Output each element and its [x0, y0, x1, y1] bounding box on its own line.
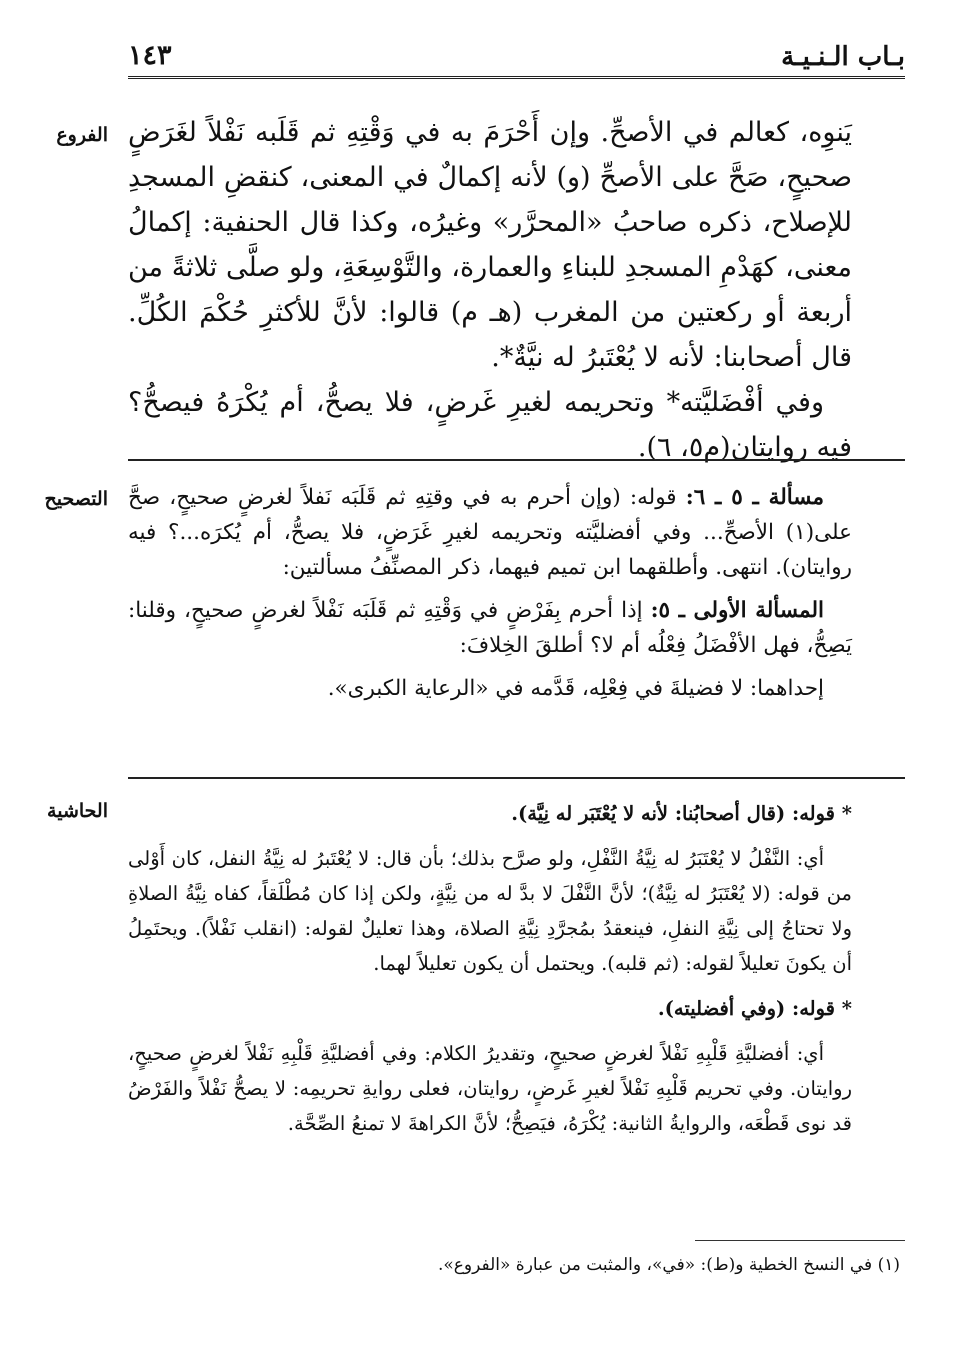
- furu-paragraph-2: وفي أفْضَليَّته* وتحريمه لغيرِ غَرضٍ، فلا يصحُّ، أم يُكْرَهُ فيصحُّ؟ فيه روايتان(م٥، ٦).: [128, 387, 852, 463]
- tashih-paragraph-2: المسألة الأولى ـ ٥: إذا أحرم بِفَرْضٍ في وَقْتِهِ ثم قَلَبَه نَفْلاً لغرضٍ صحيحٍ، وقلنا: يَصِحُّ، فهل الأفْضَلُ فِعْلُه أم لا؟ أطلقَ الخِلافَ:: [128, 598, 852, 658]
- section-divider-2: [128, 777, 905, 779]
- chapter-title: بـاب الـنـيـة: [781, 42, 905, 72]
- hashiya-body-2: أي: أفضليَّةِ قَلْبِهِ نَفْلاً لغرضٍ صحيحٍ، وتقديرُ الكلام: وفي أفضليَّةِ قَلْبِهِ نَفْلاً لغرضٍ صحيحٍ، روايتان. وفي تحريم قَلْبِهِ نَفْلاً لغيرِ غَرضٍ، روايتان، فعلى روايةِ تحريمِه: لا يصحُّ نَفْلاً والفَرْضُ قد نوى قَطْعَه، والروايةُ الثانية: يُكْرَهُ، فيَصِحُّ؛ لأنَّ الكراهةَ لا تمنعُ الصِّحَّة.: [128, 1042, 852, 1135]
- tashih-paragraph-3: إحداهما: لا فضيلةَ في فِعْلِه، قَدَّمه في «الرعاية الكبرى».: [327, 676, 824, 701]
- section-label-hashiya: الحاشية: [47, 800, 108, 822]
- furu-text: [128, 110, 852, 470]
- issue-number: مسألة ـ ٥ ـ ٦:: [685, 485, 824, 510]
- section-label-furu: الفروع: [56, 124, 108, 146]
- page-header: [128, 40, 905, 74]
- furu-paragraph-1: يَنوِه، كعالم في الأصحِّ. وإن أَحْرَمَ به في وَقْتِهِ ثم قَلَبه نَفْلاً لغَرَضٍ صحيحٍ، صَحَّ على الأصحِّ (و) لأنه إكمالٌ في المعنى، كنقضِ المسجدِ للإصلاح، ذكره صاحبُ «المحرَّر» وغيرُه، وكذا قال الحنفية: إكمالُ معنى، كهَدْمِ المسجدِ للبناءِ والعمارة، والتَّوْسِعَةِ، ولو صلَّى ثلاثةً من أربعة أو ركعتين من المغرب (هـ م) قالوا: لأنَّ للأكثرِ حُكْمَ الكُلِّ. قال أصحابنا: لأنه لا يُعْتَبرُ له نيَّةٌ*.: [128, 117, 852, 373]
- header-rule: [128, 76, 905, 79]
- tashih-paragraph-1: مسألة ـ ٥ ـ ٦: قوله: (وإن أحرم به في وقتِهِ ثم قَلَبَه نَفلاً لغرضٍ صحيحٍ، صحَّ على(١) الأصحِّ... وفي أفضليَّته وتحريمه لغيرِ غَرَضٍ، فلا يصحُّ، أم يُكرَه...؟ فيه روايتان). انتهى. وأطلقهما ابن تميم فيهما، ذكر المصنِّفُ مسألتين:: [128, 485, 852, 580]
- hashiya-quote-1: * قوله: (قال أصحابُنا: لأنه لا يُعْتَبَر له نِيَّة).: [511, 802, 852, 825]
- footnote: (١) في النسخ الخطية و(ط): «في»، والمثبت من عبارة «الفروع».: [437, 1255, 900, 1275]
- section-divider-1: [128, 459, 905, 461]
- tashih-text: [128, 480, 852, 706]
- hashiya-body-1: أي: النَّفْلُ لا يُعْتَبَرُ له نِيَّةُ النَّفْلِ، ولو صرَّح بذلك؛ بأن قال: لا يُعْتَبرُ له نِيَّةُ النفل، كان أَوْلى من قوله: (لا يُعْتَبَرُ له نِيَّةٌ)؛ لأنَّ النَّفْلَ لا بدَّ له من نِيَّةٍ، ولكن إذا كان مُطْلَقاً، كفاه نِيَّةُ الصلاةِ ولا تحتاجُ إلى نِيَّةِ النفلِ، فينعقدُ بمُجرَّدِ نِيَّةِ الصلاة، وهذا تعليلٌ لقوله: (انقلب نَفْلاً). ويحتَمِلُ أن يكونَ تعليلاً لقوله: (ثم قلبه). ويحتمل أن يكون تعليلاً لهما.: [128, 847, 852, 975]
- hashiya-text: [128, 796, 852, 1141]
- footnote-rule: [695, 1240, 905, 1241]
- section-label-tashih: التصحيح: [44, 488, 108, 510]
- first-issue-heading: المسألة الأولى ـ ٥:: [650, 598, 824, 623]
- page-number: ١٤٣: [128, 40, 172, 71]
- hashiya-quote-2: * قوله: (وفي أفضليته).: [657, 997, 852, 1020]
